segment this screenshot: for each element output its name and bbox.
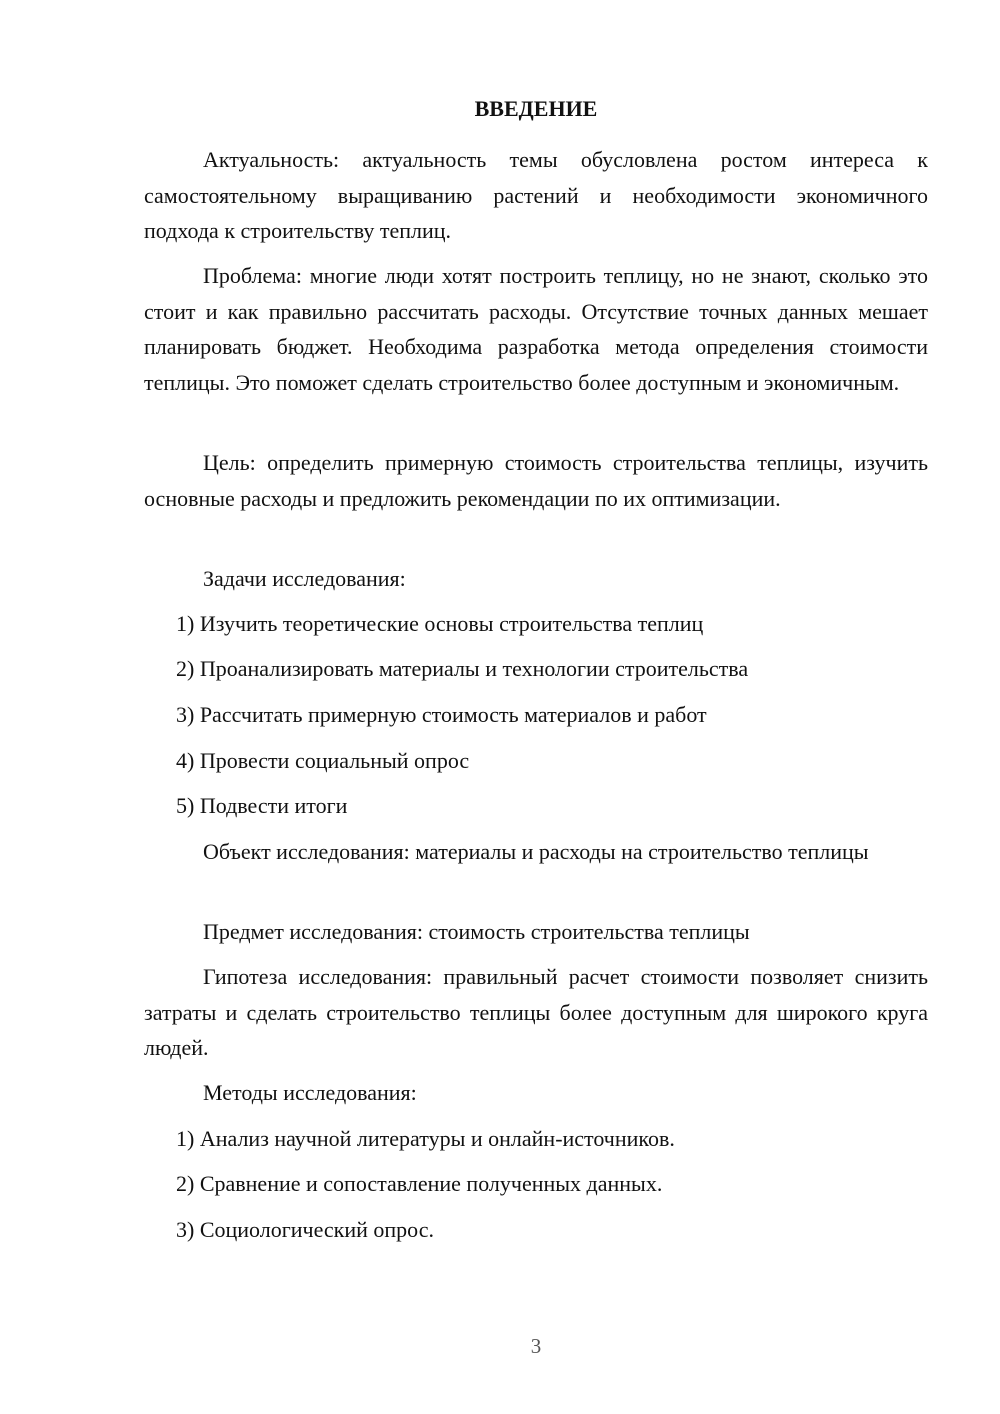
page-title: ВВЕДЕНИЕ: [474, 96, 598, 121]
task-item-2: 2) Проанализировать материалы и технологии строительства: [176, 656, 749, 681]
problem-paragraph: Проблема: многие люди хотят построить теплицу, но не знают, сколько это стоит и как правильно рассчитать расходы. Отсутствие точных данных мешает планировать бюджет. Необходима разработка метода определения стоимости теплицы. Это поможет сделать строительство более доступным и экономичным.: [144, 263, 928, 395]
method-item-3: 3) Социологический опрос.: [176, 1217, 434, 1242]
task-item-5: 5) Подвести итоги: [176, 793, 348, 818]
hypothesis-paragraph: Гипотеза исследования: правильный расчет стоимости позволяет снизить затраты и сделать строительство теплицы более доступным для широкого круга людей.: [144, 964, 928, 1060]
object-paragraph: Объект исследования: материалы и расходы на строительство теплицы: [203, 839, 869, 864]
method-item-1: 1) Анализ научной литературы и онлайн-источников.: [176, 1126, 675, 1151]
methods-heading: Методы исследования:: [203, 1080, 417, 1105]
relevance-paragraph: Актуальность: актуальность темы обусловлена ростом интереса к самостоятельному выращиванию растений и необходимости экономичного подхода к строительству теплиц.: [144, 147, 928, 243]
task-item-1: 1) Изучить теоретические основы строительства теплиц: [176, 611, 704, 636]
method-item-2: 2) Сравнение и сопоставление полученных данных.: [176, 1171, 663, 1196]
goal-paragraph: Цель: определить примерную стоимость строительства теплицы, изучить основные расходы и предложить рекомендации по их оптимизации.: [144, 450, 928, 511]
task-item-4: 4) Провести социальный опрос: [176, 748, 470, 773]
task-item-3: 3) Рассчитать примерную стоимость материалов и работ: [176, 702, 707, 727]
subject-paragraph: Предмет исследования: стоимость строительства теплицы: [203, 919, 750, 944]
page-number: 3: [530, 1334, 542, 1358]
tasks-heading: Задачи исследования:: [203, 566, 406, 591]
